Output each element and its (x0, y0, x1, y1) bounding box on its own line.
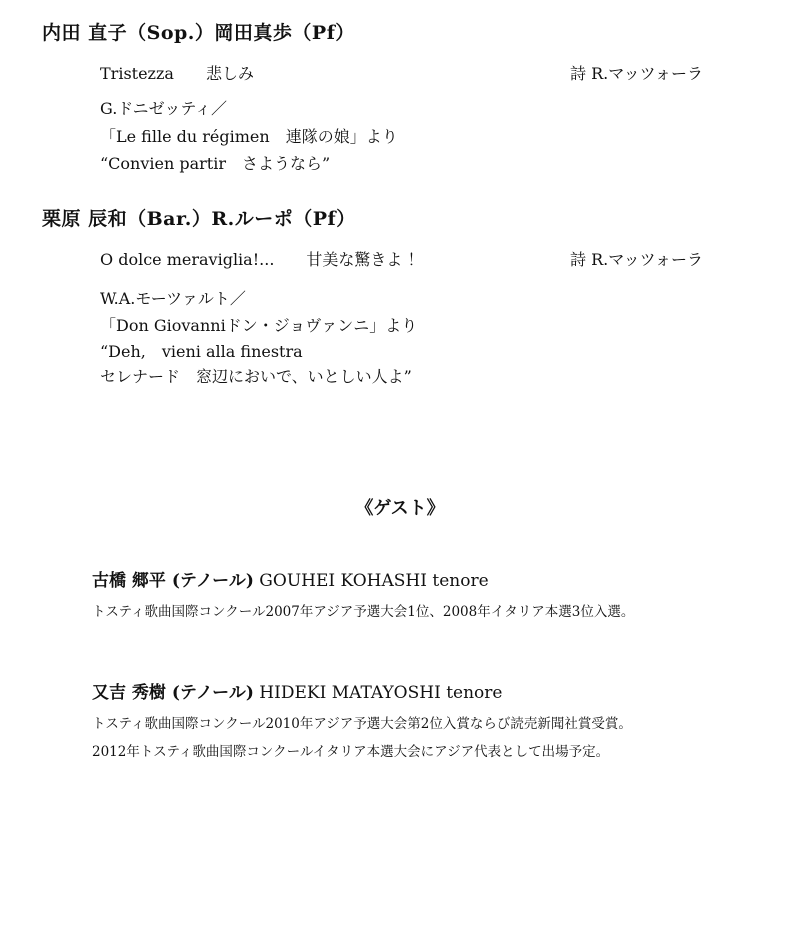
guest-desc-1: トスティ歌曲国際コンクール2007年アジア予選大会1位、2008年イタリア本選3位入選。 (92, 604, 635, 620)
composer-line-1: G.ドニゼッティ／ (100, 99, 228, 118)
opera-line-2: 「Don Giovanniドン・ジョヴァンニ」より (100, 316, 418, 335)
aria-translation-2: セレナード 窓辺においで、いとしい人よ” (100, 367, 412, 386)
aria-line-1: “Convien partir さようなら” (100, 154, 331, 173)
guest-name-en: HIDEKI MATAYOSHI tenore (259, 683, 503, 703)
song-line-1: Tristezza 悲しみ (100, 64, 254, 83)
guest-heading: 《ゲスト》 (355, 498, 445, 519)
guest-name-en: GOUHEI KOHASHI tenore (259, 571, 489, 591)
opera-line-1: 「Le fille du régimen 連隊の娘」より (100, 127, 398, 146)
song-line-2: O dolce meraviglia!... 甘美な驚きよ ！ (100, 250, 424, 269)
performer-heading-1: 内田 直子（Sop.）岡田真歩（Pf） (42, 22, 355, 44)
aria-line-2: “Deh, vieni alla finestra (100, 342, 303, 361)
guest-desc-2a: トスティ歌曲国際コンクール2010年アジア予選大会第2位入賞ならび読売新聞社賞受賞。 (92, 716, 632, 732)
composer-line-2: W.A.モーツァルト／ (100, 289, 246, 308)
guest-desc-2b: 2012年トスティ歌曲国際コンクールイタリア本選大会にアジア代表として出場予定。 (92, 744, 610, 760)
guest-name-jp: 古橋 郷平 (テノール) (92, 571, 254, 591)
poet-credit-1: 詩 R.マッツォーラ (570, 64, 703, 83)
guest-name-jp: 又吉 秀樹 (テノール) (92, 683, 254, 703)
guest-name-1 (92, 566, 489, 591)
poet-credit-2: 詩 R.マッツォーラ (570, 250, 703, 269)
performer-heading-2: 栗原 辰和（Bar.）R.ルーポ（Pf） (42, 208, 356, 230)
guest-name-2 (92, 678, 502, 703)
